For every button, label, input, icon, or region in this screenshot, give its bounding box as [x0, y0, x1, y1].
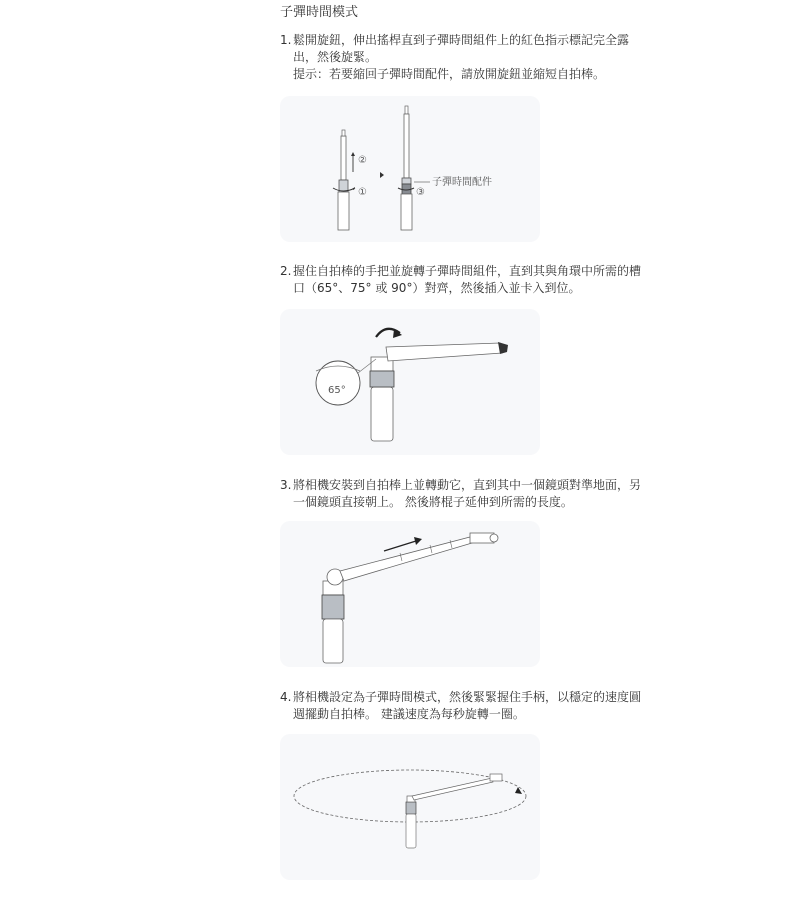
section-title: 子彈時間模式	[280, 5, 359, 20]
selfie-stick-swinging	[406, 774, 502, 848]
marker-1: ①	[358, 187, 367, 198]
step-4-number: 4.	[280, 690, 292, 704]
step-1-body: 鬆開旋鈕，伸出搖桿直到子彈時間組件上的紅色指示標記完全露出，然後旋緊。	[293, 33, 630, 64]
selfie-stick-rotating	[370, 342, 508, 441]
extend-arrow-head-icon	[414, 537, 422, 545]
figure-2	[280, 309, 540, 455]
marker-3: ③	[416, 187, 425, 198]
selfie-stick-extended	[398, 106, 414, 230]
figure-1	[280, 96, 540, 242]
step-3	[280, 477, 650, 511]
angle-detail-callout	[316, 359, 376, 405]
step-1-number: 1.	[280, 33, 292, 47]
step-3-text	[280, 477, 650, 511]
figure-3	[280, 521, 540, 667]
figure-1-label: 子彈時間配件	[432, 177, 492, 188]
next-arrow-icon	[380, 172, 384, 178]
step-1-hint: 提示：若要縮回子彈時間配件，請放開旋鈕並縮短自拍棒。	[293, 67, 606, 81]
step-4-body: 將相機設定為子彈時間模式，然後緊緊握住手柄，以穩定的速度圓週擺動自拍棒。 建議速度為每秒旋轉一圈。	[293, 690, 642, 721]
figure-2-illustration	[280, 309, 540, 455]
figure-3-illustration	[280, 521, 540, 667]
figure-4-illustration	[280, 734, 540, 880]
figure-4	[280, 734, 540, 880]
step-1	[280, 32, 650, 83]
marker-2: ②	[358, 155, 367, 166]
step-1-text	[280, 32, 650, 66]
arrow-up-head-icon	[351, 152, 355, 156]
figure-1-illustration	[280, 96, 540, 242]
extend-arrow-icon	[384, 541, 416, 551]
step-2-body: 握住自拍棒的手把並旋轉子彈時間組件，直到其與角環中所需的槽口（65°、75° 或 90°）對齊，然後插入並卡入到位。	[293, 264, 642, 295]
selfie-stick-extended-angled	[322, 533, 498, 663]
step-2	[280, 263, 650, 297]
angle-label: 65°	[328, 385, 346, 396]
step-3-body: 將相機安裝到自拍棒上並轉動它，直到其中一個鏡頭對準地面，另一個鏡頭直接朝上。 然後將棍子延伸到所需的長度。	[293, 478, 642, 509]
step-2-text	[280, 263, 650, 297]
selfie-stick-retracted	[333, 130, 355, 230]
step-2-number: 2.	[280, 264, 292, 278]
step-4	[280, 689, 650, 723]
step-4-text	[280, 689, 650, 723]
step-3-number: 3.	[280, 478, 292, 492]
